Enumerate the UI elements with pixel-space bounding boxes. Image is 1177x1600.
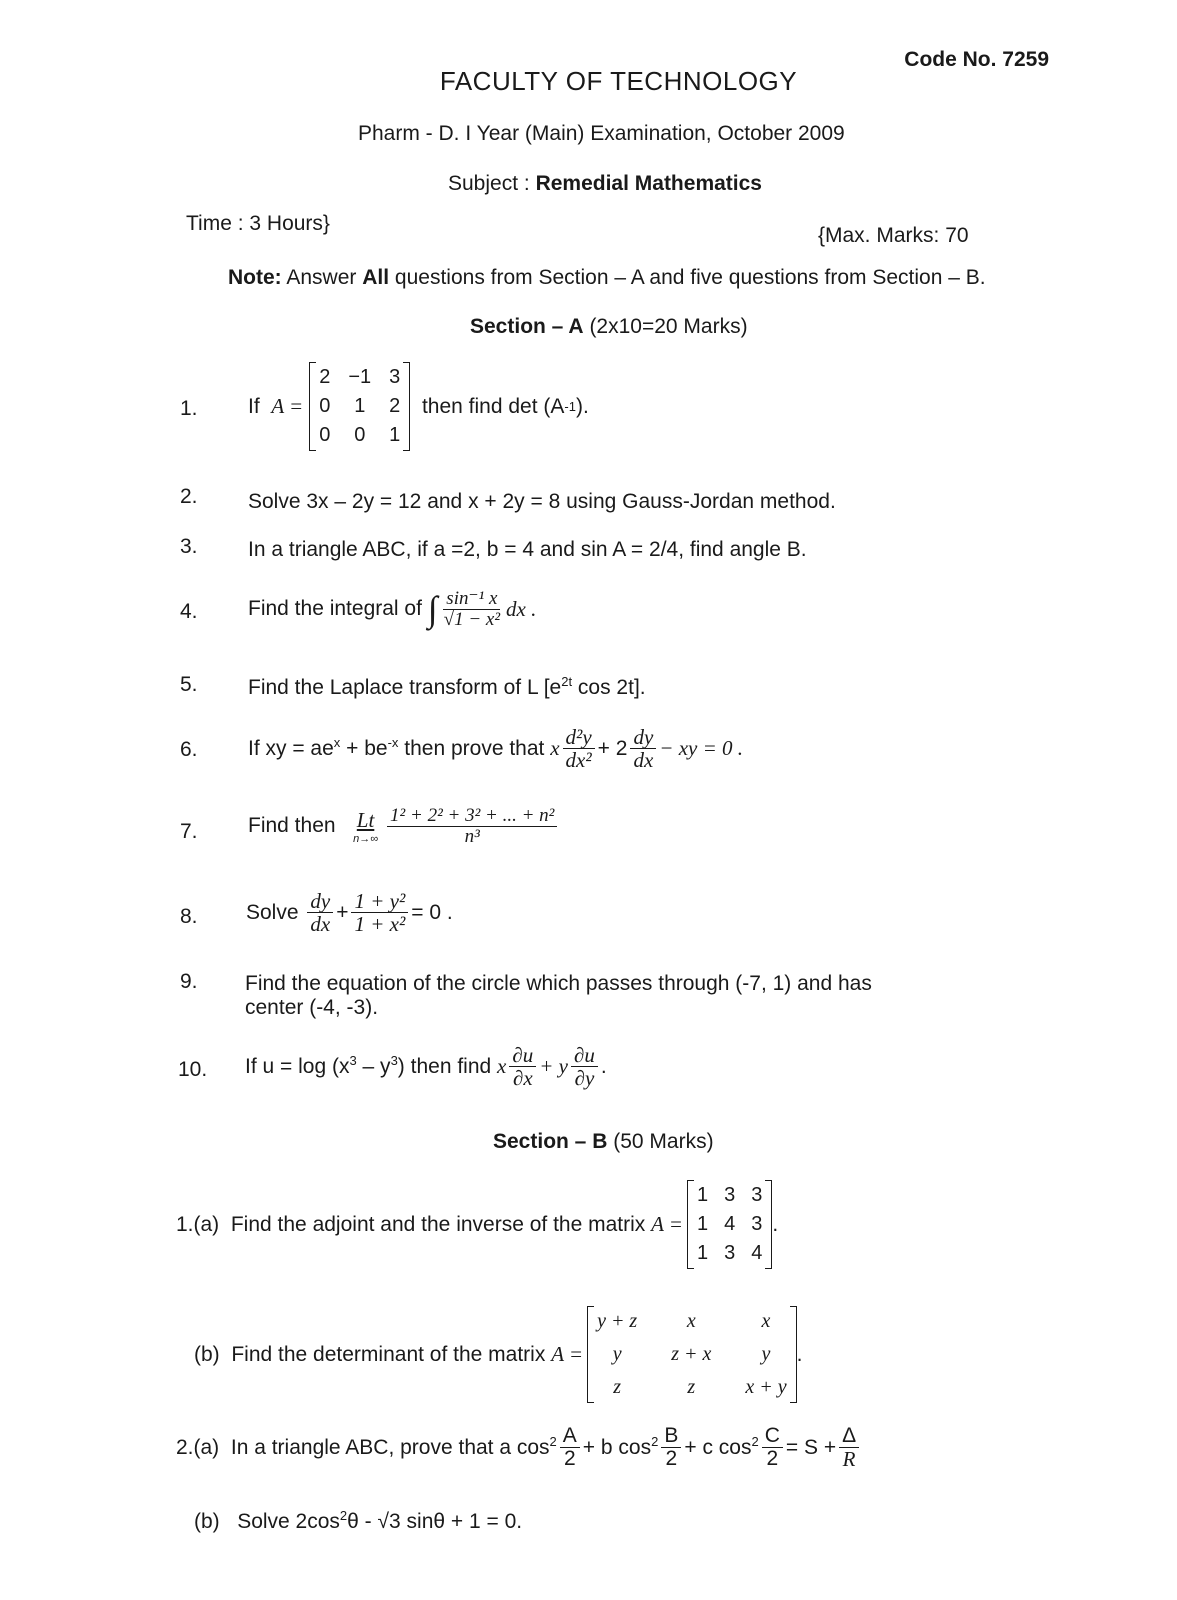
fraction-numerator: A bbox=[560, 1425, 580, 1448]
question-number: 1.(a) bbox=[176, 1212, 220, 1236]
time-allowed: Time : 3 Hours} bbox=[186, 212, 330, 235]
question-10 bbox=[245, 1044, 607, 1089]
question-b1a bbox=[176, 1180, 778, 1269]
fraction-denominator: n³ bbox=[464, 825, 480, 847]
matrix-cell: 1 bbox=[354, 395, 366, 417]
fraction-numerator: Δ bbox=[839, 1425, 859, 1448]
matrix-a bbox=[687, 1180, 772, 1269]
matrix-cell: x + y bbox=[745, 1376, 787, 1398]
fraction bbox=[387, 806, 557, 847]
matrix-cell: 3 bbox=[751, 1213, 763, 1235]
matrix-cell: 4 bbox=[751, 1242, 763, 1264]
q6-mid2: then prove that bbox=[398, 736, 545, 760]
limit-operator bbox=[353, 808, 378, 845]
matrix-cell: 1 bbox=[696, 1213, 709, 1235]
question-2: Solve 3x – 2y = 12 and x + 2y = 8 using Gauss-Jordan method. bbox=[248, 490, 836, 513]
q6-pre: If xy = ae bbox=[248, 736, 334, 760]
fraction bbox=[307, 890, 333, 935]
section-b-marks: (50 Marks) bbox=[613, 1130, 714, 1153]
matrix-a bbox=[587, 1306, 797, 1403]
fraction-numerator: dy bbox=[307, 890, 333, 913]
q10-plus: + y bbox=[539, 1054, 569, 1079]
fraction-denominator: 2 bbox=[665, 1447, 678, 1471]
q1-pre: If bbox=[248, 394, 260, 418]
section-b-label: Section – B bbox=[493, 1130, 608, 1153]
matrix-cell: x bbox=[761, 1310, 771, 1332]
question-4 bbox=[248, 588, 536, 630]
section-a-marks: (2x10=20 Marks) bbox=[589, 315, 748, 338]
fraction-numerator: 1 + y² bbox=[351, 890, 408, 913]
q2b-root: √3 bbox=[377, 1510, 401, 1533]
question-number: 4. bbox=[180, 600, 198, 623]
matrix-a bbox=[309, 362, 410, 451]
q10-pre: If u = log (x bbox=[245, 1054, 350, 1078]
q2a-pre: In a triangle ABC, prove that a cos bbox=[230, 1435, 550, 1459]
q2a-sq: 2 bbox=[751, 1434, 759, 1450]
question-9-line2: center (-4, -3). bbox=[245, 996, 379, 1019]
fraction-numerator: B bbox=[661, 1425, 681, 1448]
q1b-text: Find the determinant of the matrix bbox=[231, 1342, 546, 1366]
q2b-end: sinθ + 1 = 0. bbox=[400, 1510, 523, 1533]
q6-sup2: -x bbox=[387, 735, 399, 751]
q6-x: x bbox=[550, 736, 560, 761]
matrix-cell: 3 bbox=[389, 366, 401, 388]
fraction-denominator: dx bbox=[310, 912, 331, 937]
subject-name: Remedial Mathematics bbox=[535, 172, 762, 195]
fraction-numerator: dy bbox=[630, 726, 656, 749]
limit-label: Lt bbox=[356, 807, 375, 832]
fraction-denominator: R bbox=[842, 1447, 856, 1472]
q5-post: cos 2t]. bbox=[572, 676, 646, 699]
question-3: In a triangle ABC, if a =2, b = 4 and sin A = 2/4, find angle B. bbox=[248, 538, 807, 561]
q2a-t3: + c cos bbox=[684, 1435, 752, 1459]
note-all: All bbox=[362, 266, 390, 289]
fraction bbox=[839, 1425, 859, 1470]
q6-end: − xy = 0 . bbox=[659, 736, 744, 761]
section-b-heading bbox=[493, 1130, 714, 1154]
matrix-cell: x bbox=[686, 1310, 696, 1332]
fraction bbox=[571, 1044, 598, 1089]
question-1 bbox=[248, 362, 589, 451]
q7-pre: Find then bbox=[248, 814, 336, 838]
matrix-cell: z bbox=[687, 1376, 696, 1398]
question-number: 3. bbox=[180, 535, 198, 558]
matrix-cell: 0 bbox=[319, 395, 331, 417]
question-b2a bbox=[176, 1425, 862, 1470]
question-9-line1: Find the equation of the circle which passes through (-7, 1) and has bbox=[245, 972, 872, 995]
fraction bbox=[661, 1425, 681, 1470]
question-number: (b) bbox=[194, 1510, 220, 1533]
question-number: 8. bbox=[180, 905, 198, 928]
fraction bbox=[509, 1044, 536, 1089]
matrix-cell: y bbox=[761, 1343, 771, 1365]
question-number: 2.(a) bbox=[176, 1435, 220, 1459]
q1a-end: . bbox=[772, 1212, 779, 1236]
max-marks: {Max. Marks: 70 bbox=[818, 224, 969, 247]
note-pre: Answer bbox=[286, 266, 357, 289]
fraction-denominator: ∂y bbox=[574, 1066, 595, 1091]
q1-sup: -1 bbox=[564, 399, 576, 414]
matrix-cell: 3 bbox=[724, 1184, 736, 1206]
subject-line bbox=[448, 172, 762, 196]
q8-end: = 0 . bbox=[411, 900, 453, 924]
matrix-cell: y bbox=[612, 1343, 622, 1365]
question-number: 5. bbox=[180, 673, 198, 696]
limit-sub: n→∞ bbox=[353, 832, 379, 845]
q2a-t2: + b cos bbox=[582, 1435, 652, 1459]
matrix-cell: −1 bbox=[348, 366, 372, 388]
q5-pre: Find the Laplace transform of L [e bbox=[248, 676, 562, 699]
question-7 bbox=[248, 806, 560, 847]
fraction-numerator: C bbox=[762, 1425, 783, 1448]
subject-label: Subject : bbox=[448, 172, 530, 195]
question-number: 7. bbox=[180, 820, 198, 843]
note-label: Note: bbox=[228, 266, 282, 289]
q2b-mid: θ - bbox=[347, 1510, 378, 1533]
fraction-denominator: 2 bbox=[563, 1447, 576, 1471]
q1b-var: A = bbox=[551, 1342, 584, 1366]
q10-sup1: 3 bbox=[349, 1053, 357, 1069]
exam-line: Pharm - D. I Year (Main) Examination, October 2009 bbox=[358, 122, 845, 145]
question-number: 9. bbox=[180, 970, 198, 993]
fraction bbox=[563, 726, 595, 771]
q2a-t4: = S + bbox=[785, 1435, 837, 1459]
q6-mid: + be bbox=[340, 736, 388, 760]
section-a-heading bbox=[470, 315, 748, 339]
code-number: Code No. 7259 bbox=[904, 48, 1049, 71]
matrix-cell: 0 bbox=[354, 424, 366, 446]
fraction bbox=[441, 589, 503, 630]
fraction bbox=[762, 1425, 783, 1470]
fraction-denominator: 2 bbox=[766, 1447, 779, 1471]
q1-end: ). bbox=[575, 394, 589, 418]
question-number: 6. bbox=[180, 738, 198, 761]
matrix-cell: 3 bbox=[724, 1242, 736, 1264]
fraction bbox=[630, 726, 656, 771]
matrix-cell: 1 bbox=[696, 1184, 709, 1206]
fraction-denominator: dx bbox=[633, 748, 654, 773]
question-5 bbox=[248, 674, 646, 700]
fraction-numerator: ∂u bbox=[509, 1044, 536, 1067]
q10-mid2: ) then find bbox=[397, 1054, 492, 1078]
matrix-cell: z bbox=[613, 1376, 622, 1398]
q1b-end: . bbox=[796, 1342, 803, 1366]
q1-post: then find det (A bbox=[421, 394, 565, 418]
q2b-pre: Solve 2cos bbox=[237, 1510, 340, 1533]
q1a-var: A = bbox=[651, 1212, 683, 1236]
question-number: (b) bbox=[194, 1342, 220, 1366]
q2a-sq: 2 bbox=[549, 1434, 557, 1450]
fraction-numerator: d²y bbox=[563, 726, 595, 749]
q4-post: dx . bbox=[506, 596, 537, 621]
q1-var: A = bbox=[271, 394, 304, 418]
question-number: 2. bbox=[180, 485, 198, 508]
matrix-cell: z + x bbox=[671, 1343, 712, 1365]
fraction bbox=[351, 890, 408, 935]
fraction bbox=[560, 1425, 580, 1470]
question-6 bbox=[248, 726, 743, 771]
fraction-numerator: ∂u bbox=[571, 1044, 598, 1067]
matrix-cell: 2 bbox=[319, 366, 331, 388]
q6-plus: + 2 bbox=[597, 736, 628, 760]
section-a-label: Section – A bbox=[470, 315, 584, 338]
q10-end: . bbox=[600, 1054, 607, 1078]
matrix-cell: y + z bbox=[597, 1310, 638, 1332]
fraction-numerator: 1² + 2² + 3² + ... + n² bbox=[387, 806, 557, 827]
matrix-cell: 3 bbox=[751, 1184, 763, 1206]
question-number: 10. bbox=[178, 1058, 208, 1081]
matrix-cell: 1 bbox=[389, 424, 401, 446]
matrix-cell: 2 bbox=[389, 395, 401, 417]
q8-plus: + bbox=[336, 900, 349, 924]
fraction-denominator: 1 + x² bbox=[354, 912, 406, 937]
integral-icon: ∫ bbox=[427, 589, 438, 629]
note-text: questions from Section – A and five questions from Section – B. bbox=[394, 266, 986, 289]
q10-x: x bbox=[497, 1054, 507, 1079]
question-8 bbox=[246, 890, 453, 935]
matrix-cell: 1 bbox=[696, 1242, 709, 1264]
q8-pre: Solve bbox=[246, 900, 299, 924]
question-number: 1. bbox=[180, 397, 198, 420]
matrix-cell: 0 bbox=[319, 424, 331, 446]
q2b-sq: 2 bbox=[339, 1508, 348, 1523]
fraction-denominator: √1 − x² bbox=[443, 608, 501, 630]
q10-mid: – y bbox=[356, 1054, 391, 1078]
question-b2b bbox=[194, 1508, 522, 1534]
q5-sup: 2t bbox=[561, 674, 573, 689]
q6-sup1: x bbox=[333, 735, 341, 751]
matrix-cell: 4 bbox=[724, 1213, 736, 1235]
q10-sup2: 3 bbox=[390, 1053, 398, 1069]
faculty-title: FACULTY OF TECHNOLOGY bbox=[439, 66, 798, 96]
q2a-sq: 2 bbox=[651, 1434, 659, 1450]
question-b1b bbox=[194, 1306, 802, 1403]
q1a-text: Find the adjoint and the inverse of the matrix bbox=[230, 1212, 646, 1236]
fraction-numerator: sin⁻¹ x bbox=[443, 589, 500, 610]
instructions-note bbox=[228, 266, 986, 290]
fraction-denominator: dx² bbox=[565, 748, 592, 773]
q4-pre: Find the integral of bbox=[248, 597, 422, 620]
fraction-denominator: ∂x bbox=[512, 1066, 533, 1091]
